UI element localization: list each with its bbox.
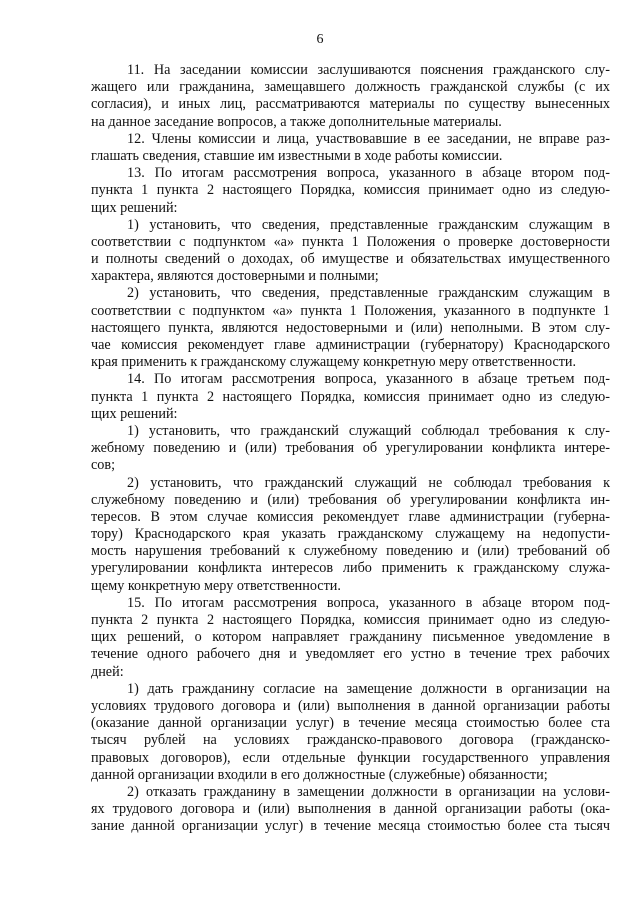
paragraph-p15-1 [91, 681, 610, 784]
text-line: 2) отказать гражданину в замещении должности в организации на услови- [127, 783, 610, 800]
text-line: глашать сведения, ставшие им известными в ходе работы комиссии. [91, 147, 503, 164]
text-line: чае комиссия рекомендует главе администрации (губернатору) Краснодарского [91, 337, 610, 353]
text-line: урегулировании конфликта интересов либо применить к гражданскому служа- [91, 560, 610, 577]
text-line: 1) установить, что сведения, представленные гражданским служащим в [127, 216, 610, 233]
text-line: жебному поведению и (или) требования об урегулировании конфликта интере- [91, 440, 610, 457]
text-line: тересов. В этом случае комиссия рекомендует главе администрации (губерна- [91, 508, 610, 525]
paragraph-p13-1 [91, 217, 610, 286]
paragraph-p14-1 [91, 423, 610, 475]
text-line: 2) установить, что гражданский служащий не соблюдал требования к [127, 474, 610, 491]
text-line: жащего или гражданина, замещавшего должность гражданской службы (с их [91, 79, 610, 96]
text-line: зание данной организации услуг) в течение месяца стоимостью более ста тысяч [91, 818, 610, 835]
text-line: 1) установить, что гражданский служащий соблюдал требования к слу- [127, 422, 610, 439]
text-line: 15. По итогам рассмотрения вопроса, указанного в абзаце втором под- [127, 594, 610, 611]
text-line: тысяч рублей на условиях гражданско-правового договора (гражданско- [91, 732, 610, 749]
text-line: служебному поведению и (или) требования об урегулировании конфликта ин- [91, 491, 610, 508]
text-line: течение одного рабочего дня и уведомляет его устно в течение трех рабочих [91, 646, 610, 663]
text-line: 12. Члены комиссии и лица, участвовавшие в ее заседании, не вправе раз- [127, 130, 610, 147]
document-body [91, 62, 610, 835]
text-line: (оказание данной организации услуг) в течение месяца стоимостью более ста [91, 715, 610, 732]
text-line: и полноты сведений о доходах, об имуществе и обязательствах имущественного [91, 251, 610, 268]
text-line: тору) Краснодарского края указать гражданскому служащему на недопусти- [91, 526, 610, 543]
paragraph-p11 [91, 62, 610, 131]
text-line: пункта 1 пункта 2 настоящего Порядка, комиссия принимает одно из следую- [91, 182, 610, 199]
text-line: пункта 2 пункта 2 настоящего Порядка, комиссия принимает одно из следую- [91, 612, 610, 628]
paragraph-p13 [91, 165, 610, 217]
text-line: настоящего пункта, являются недостоверными и (или) неполными. В этом слу- [91, 319, 610, 336]
text-line: 13. По итогам рассмотрения вопроса, указанного в абзаце втором под- [127, 165, 610, 182]
text-line: щему конкретную меру ответственности. [91, 577, 341, 594]
text-line: сов; [91, 457, 116, 474]
text-line: дней: [91, 663, 124, 680]
text-line: характера, являются достоверными и полными; [91, 268, 379, 285]
paragraph-p15-2 [91, 784, 610, 836]
text-line: условиях трудового договора и (или) выполнения в данной организации работы [91, 697, 610, 714]
text-line: щих решений, о котором направляет гражданину письменное уведомление в [91, 629, 610, 646]
text-line: на данное заседание вопросов, а также дополнительные материалы. [91, 113, 502, 130]
text-line: соответствии с подпунктом «а» пункта 1 Положения, указанного в подпункте 1 [91, 302, 610, 319]
text-line: 11. На заседании комиссии заслушиваются пояснения гражданского слу- [127, 62, 610, 78]
text-line: 14. По итогам рассмотрения вопроса, указанного в абзаце третьем под- [127, 371, 610, 388]
text-line: соответствии с подпунктом «а» пункта 1 Положения о проверке достоверности [91, 233, 610, 250]
text-line: края применить к гражданскому служащему конкретную меру ответственности. [91, 354, 577, 371]
page-number: 6 [316, 32, 324, 47]
text-line: 2) установить, что сведения, представленные гражданским служащим в [127, 285, 610, 302]
paragraph-p14 [91, 371, 610, 423]
text-line: данной организации входили в его должностные (служебные) обязанности; [91, 766, 548, 783]
paragraph-p12 [91, 131, 610, 165]
text-line: правовых договоров), если отдельные функции государственного управления [91, 749, 610, 766]
paragraph-p13-2 [91, 285, 610, 371]
text-line: пункта 1 пункта 2 настоящего Порядка, комиссия принимает одно из следую- [91, 388, 610, 405]
text-line: щих решений: [91, 405, 178, 422]
paragraph-p14-2 [91, 475, 610, 595]
paragraph-p15 [91, 595, 610, 681]
text-line: ях трудового договора и (или) выполнения в данной организации работы (ока- [91, 801, 610, 818]
text-line: согласия), и иных лиц, рассматриваются материалы по существу вынесенных [91, 96, 610, 113]
text-line: мость нарушения требований к служебному поведению и (или) требований об [91, 543, 610, 560]
text-line: щих решений: [91, 199, 178, 216]
text-line: 1) дать гражданину согласие на замещение должности в организации на [127, 680, 610, 697]
